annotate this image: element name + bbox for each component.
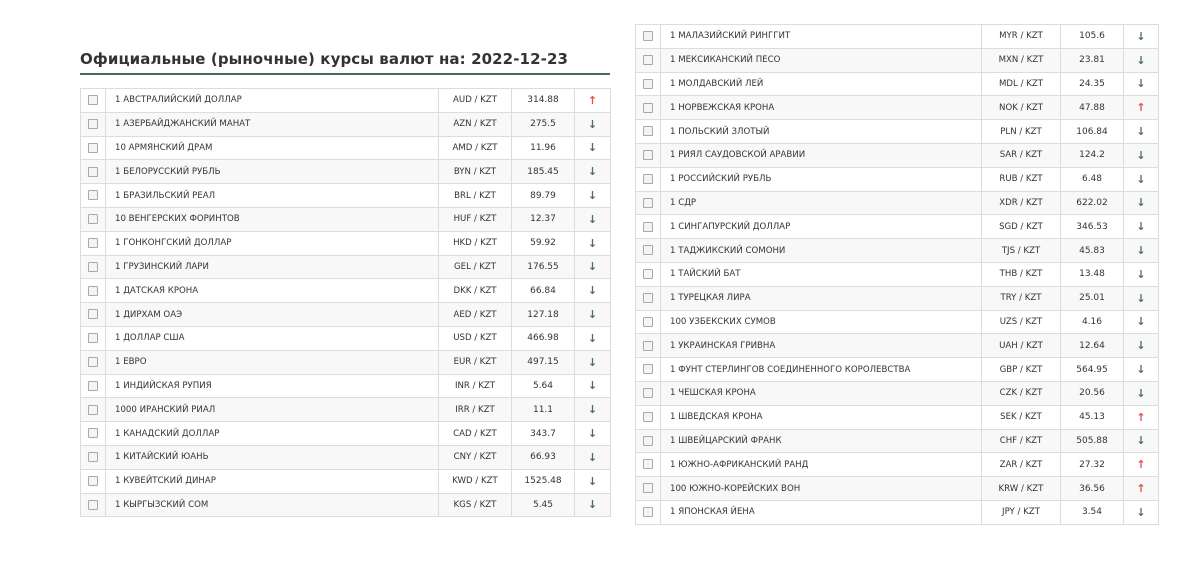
row-checkbox[interactable] [643,222,653,232]
row-checkbox-cell [81,303,106,327]
currency-name: 1 АЗЕРБАЙДЖАНСКИЙ МАНАТ [106,112,439,136]
row-checkbox[interactable] [88,309,98,319]
currency-row [81,326,611,350]
currency-pair: SGD / KZT [982,215,1061,239]
currency-row [636,215,1159,239]
row-checkbox-cell [636,215,661,239]
currency-pair: RUB / KZT [982,167,1061,191]
currency-name: 1 ФУНТ СТЕРЛИНГОВ СОЕДИНЕННОГО КОРОЛЕВСТВА [661,358,982,382]
currency-row [636,191,1159,215]
row-checkbox[interactable] [88,214,98,224]
currency-pair: SAR / KZT [982,143,1061,167]
currency-name: 1 ТАДЖИКСКИЙ СОМОНИ [661,239,982,263]
currency-pair: PLN / KZT [982,120,1061,144]
arrow-down-icon: ↓ [575,136,611,160]
row-checkbox-cell [81,398,106,422]
arrow-up-icon: ↑ [1124,477,1159,501]
currency-pair: SEK / KZT [982,405,1061,429]
currency-pair: MYR / KZT [982,25,1061,49]
row-checkbox-cell [636,239,661,263]
exchange-rate: 5.45 [512,493,575,517]
row-checkbox-cell [81,445,106,469]
exchange-rate: 176.55 [512,255,575,279]
row-checkbox-cell [636,262,661,286]
currency-row [81,207,611,231]
currency-pair: JPY / KZT [982,500,1061,524]
exchange-rate: 25.01 [1061,286,1124,310]
exchange-rate: 24.35 [1061,72,1124,96]
row-checkbox-cell [81,184,106,208]
currency-name: 1 МАЛАЗИЙСКИЙ РИНГГИТ [661,25,982,49]
currency-pair: IRR / KZT [439,398,512,422]
arrow-down-icon: ↓ [575,231,611,255]
currency-pair: KWD / KZT [439,469,512,493]
row-checkbox[interactable] [88,405,98,415]
exchange-rate: 346.53 [1061,215,1124,239]
currency-name: 10 АРМЯНСКИЙ ДРАМ [106,136,439,160]
currency-name: 1 ГОНКОНГСКИЙ ДОЛЛАР [106,231,439,255]
row-checkbox-cell [636,358,661,382]
exchange-rate: 36.56 [1061,477,1124,501]
currency-row [636,143,1159,167]
rates-table-right [635,24,1159,525]
currency-pair: TJS / KZT [982,239,1061,263]
currency-pair: BYN / KZT [439,160,512,184]
arrow-down-icon: ↓ [1124,25,1159,49]
arrow-down-icon: ↓ [1124,239,1159,263]
row-checkbox-cell [636,120,661,144]
currency-pair: CHF / KZT [982,429,1061,453]
currency-row [636,286,1159,310]
row-checkbox[interactable] [88,143,98,153]
currency-pair: XDR / KZT [982,191,1061,215]
arrow-down-icon: ↓ [1124,215,1159,239]
arrow-down-icon: ↓ [1124,310,1159,334]
row-checkbox[interactable] [643,31,653,41]
currency-name: 1 МОЛДАВСКИЙ ЛЕЙ [661,72,982,96]
arrow-down-icon: ↓ [575,398,611,422]
currency-row [636,405,1159,429]
row-checkbox-cell [81,493,106,517]
currency-row [81,350,611,374]
currency-pair: AED / KZT [439,303,512,327]
arrow-down-icon: ↓ [575,207,611,231]
currency-row [636,477,1159,501]
currency-row [636,25,1159,49]
row-checkbox[interactable] [88,119,98,129]
row-checkbox[interactable] [643,103,653,113]
currency-name: 1 КАНАДСКИЙ ДОЛЛАР [106,422,439,446]
exchange-rate: 564.95 [1061,358,1124,382]
row-checkbox[interactable] [88,357,98,367]
currency-pair: NOK / KZT [982,96,1061,120]
arrow-down-icon: ↓ [1124,429,1159,453]
currency-name: 1 КУВЕЙТСКИЙ ДИНАР [106,469,439,493]
exchange-rate: 20.56 [1061,381,1124,405]
row-checkbox-cell [636,286,661,310]
currency-name: 1 БЕЛОРУССКИЙ РУБЛЬ [106,160,439,184]
row-checkbox[interactable] [88,476,98,486]
row-checkbox-cell [636,405,661,429]
exchange-rate: 622.02 [1061,191,1124,215]
currency-name: 100 УЗБЕКСКИХ СУМОВ [661,310,982,334]
row-checkbox-cell [81,231,106,255]
currency-row [81,422,611,446]
row-checkbox-cell [81,350,106,374]
row-checkbox[interactable] [88,286,98,296]
arrow-down-icon: ↓ [575,350,611,374]
currency-pair: HUF / KZT [439,207,512,231]
currency-name: 1 МЕКСИКАНСКИЙ ПЕСО [661,48,982,72]
arrow-down-icon: ↓ [575,326,611,350]
currency-name: 1 СИНГАПУРСКИЙ ДОЛЛАР [661,215,982,239]
row-checkbox[interactable] [643,198,653,208]
arrow-down-icon: ↓ [1124,72,1159,96]
currency-row [636,310,1159,334]
currency-row [81,160,611,184]
row-checkbox-cell [636,453,661,477]
arrow-down-icon: ↓ [575,374,611,398]
row-checkbox-cell [636,500,661,524]
row-checkbox[interactable] [643,269,653,279]
currency-pair: AMD / KZT [439,136,512,160]
page-title: Официальные (рыночные) курсы валют на: 2022-12-23 [80,50,569,68]
row-checkbox[interactable] [643,126,653,136]
arrow-down-icon: ↓ [1124,358,1159,382]
row-checkbox-cell [81,279,106,303]
arrow-up-icon: ↑ [1124,405,1159,429]
arrow-down-icon: ↓ [575,112,611,136]
arrow-up-icon: ↑ [1124,96,1159,120]
currency-name: 1 ПОЛЬСКИЙ ЗЛОТЫЙ [661,120,982,144]
currency-row [81,303,611,327]
currency-pair: MXN / KZT [982,48,1061,72]
row-checkbox[interactable] [643,174,653,184]
row-checkbox[interactable] [88,190,98,200]
currency-row [636,96,1159,120]
currency-row [636,120,1159,144]
currency-row [81,469,611,493]
currency-row [81,255,611,279]
arrow-down-icon: ↓ [1124,500,1159,524]
currency-name: 1 ТУРЕЦКАЯ ЛИРА [661,286,982,310]
exchange-rate: 12.64 [1061,334,1124,358]
currency-row [81,279,611,303]
currency-name: 1 КЫРГЫЗСКИЙ СОМ [106,493,439,517]
arrow-down-icon: ↓ [1124,262,1159,286]
exchange-rate: 185.45 [512,160,575,184]
exchange-rate: 13.48 [1061,262,1124,286]
row-checkbox-cell [636,72,661,96]
row-checkbox[interactable] [643,150,653,160]
exchange-rate: 106.84 [1061,120,1124,144]
exchange-rate: 59.92 [512,231,575,255]
row-checkbox-cell [636,334,661,358]
row-checkbox-cell [81,255,106,279]
currency-row [636,48,1159,72]
row-checkbox-cell [636,477,661,501]
exchange-rate: 466.98 [512,326,575,350]
exchange-rate: 4.16 [1061,310,1124,334]
currency-name: 100 ЮЖНО-КОРЕЙСКИХ ВОН [661,477,982,501]
currency-pair: GEL / KZT [439,255,512,279]
exchange-rate: 66.93 [512,445,575,469]
row-checkbox-cell [81,160,106,184]
currency-name: 1 ЧЕШСКАЯ КРОНА [661,381,982,405]
currency-name: 1 ДОЛЛАР США [106,326,439,350]
exchange-rate: 89.79 [512,184,575,208]
row-checkbox-cell [636,143,661,167]
exchange-rate: 1525.48 [512,469,575,493]
exchange-rate: 314.88 [512,89,575,113]
row-checkbox[interactable] [643,483,653,493]
exchange-rate: 45.83 [1061,239,1124,263]
row-checkbox-cell [81,136,106,160]
currency-pair: AZN / KZT [439,112,512,136]
row-checkbox[interactable] [88,238,98,248]
currency-pair: KGS / KZT [439,493,512,517]
arrow-up-icon: ↑ [575,89,611,113]
row-checkbox-cell [81,469,106,493]
exchange-rate: 275.5 [512,112,575,136]
currency-name: 1 РОССИЙСКИЙ РУБЛЬ [661,167,982,191]
exchange-rate: 105.6 [1061,25,1124,49]
currency-row [636,453,1159,477]
currency-pair: ZAR / KZT [982,453,1061,477]
exchange-rate: 505.88 [1061,429,1124,453]
currency-name: 1 ЮЖНО-АФРИКАНСКИЙ РАНД [661,453,982,477]
currency-row [81,374,611,398]
row-checkbox-cell [81,374,106,398]
arrow-down-icon: ↓ [1124,167,1159,191]
exchange-rate: 66.84 [512,279,575,303]
exchange-rate: 6.48 [1061,167,1124,191]
row-checkbox[interactable] [643,388,653,398]
row-checkbox-cell [636,48,661,72]
currency-row [636,358,1159,382]
row-checkbox[interactable] [88,428,98,438]
currency-name: 1 БРАЗИЛЬСКИЙ РЕАЛ [106,184,439,208]
row-checkbox[interactable] [643,293,653,303]
row-checkbox[interactable] [88,262,98,272]
row-checkbox[interactable] [643,412,653,422]
currency-pair: MDL / KZT [982,72,1061,96]
currency-pair: KRW / KZT [982,477,1061,501]
arrow-down-icon: ↓ [1124,48,1159,72]
arrow-down-icon: ↓ [575,255,611,279]
currency-name: 1 РИЯЛ САУДОВСКОЙ АРАВИИ [661,143,982,167]
currency-row [636,500,1159,524]
arrow-down-icon: ↓ [575,445,611,469]
row-checkbox-cell [81,112,106,136]
currency-name: 1 ШВЕЙЦАРСКИЙ ФРАНК [661,429,982,453]
row-checkbox[interactable] [643,436,653,446]
row-checkbox[interactable] [643,55,653,65]
exchange-rate: 23.81 [1061,48,1124,72]
currency-row [636,167,1159,191]
row-checkbox-cell [636,25,661,49]
currency-pair: GBP / KZT [982,358,1061,382]
arrow-down-icon: ↓ [1124,334,1159,358]
currency-pair: UZS / KZT [982,310,1061,334]
currency-name: 1 ШВЕДСКАЯ КРОНА [661,405,982,429]
arrow-down-icon: ↓ [575,160,611,184]
exchange-rate: 5.64 [512,374,575,398]
currency-row [81,136,611,160]
title-divider [80,73,610,75]
arrow-down-icon: ↓ [1124,286,1159,310]
currency-row [81,445,611,469]
row-checkbox-cell [636,429,661,453]
currency-row [81,398,611,422]
row-checkbox[interactable] [88,333,98,343]
currency-pair: DKK / KZT [439,279,512,303]
row-checkbox-cell [636,381,661,405]
arrow-down-icon: ↓ [1124,143,1159,167]
currency-row [81,112,611,136]
exchange-rate: 127.18 [512,303,575,327]
arrow-down-icon: ↓ [575,469,611,493]
currency-pair: UAH / KZT [982,334,1061,358]
currency-row [81,493,611,517]
arrow-down-icon: ↓ [575,493,611,517]
exchange-rate: 3.54 [1061,500,1124,524]
arrow-down-icon: ↓ [575,422,611,446]
exchange-rate: 124.2 [1061,143,1124,167]
currency-name: 1 СДР [661,191,982,215]
currency-pair: AUD / KZT [439,89,512,113]
currency-row [636,334,1159,358]
currency-name: 1 ЯПОНСКАЯ ЙЕНА [661,500,982,524]
row-checkbox[interactable] [643,79,653,89]
exchange-rate: 45.13 [1061,405,1124,429]
currency-name: 1 УКРАИНСКАЯ ГРИВНА [661,334,982,358]
currency-name: 1 АВСТРАЛИЙСКИЙ ДОЛЛАР [106,89,439,113]
currency-name: 1 ДИРХАМ ОАЭ [106,303,439,327]
currency-row [636,429,1159,453]
currency-row [636,239,1159,263]
currency-row [81,89,611,113]
currency-pair: TRY / KZT [982,286,1061,310]
currency-pair: CNY / KZT [439,445,512,469]
row-checkbox-cell [81,326,106,350]
exchange-rate: 11.96 [512,136,575,160]
row-checkbox[interactable] [643,341,653,351]
currency-pair: CZK / KZT [982,381,1061,405]
row-checkbox-cell [636,310,661,334]
exchange-rate: 27.32 [1061,453,1124,477]
row-checkbox[interactable] [88,95,98,105]
row-checkbox-cell [81,89,106,113]
currency-name: 1 ИНДИЙСКАЯ РУПИЯ [106,374,439,398]
arrow-down-icon: ↓ [575,184,611,208]
row-checkbox[interactable] [643,317,653,327]
arrow-up-icon: ↑ [1124,453,1159,477]
exchange-rate: 11.1 [512,398,575,422]
row-checkbox[interactable] [88,381,98,391]
currency-pair: THB / KZT [982,262,1061,286]
currency-pair: CAD / KZT [439,422,512,446]
row-checkbox-cell [81,422,106,446]
currency-pair: INR / KZT [439,374,512,398]
exchange-rate: 343.7 [512,422,575,446]
row-checkbox[interactable] [88,500,98,510]
row-checkbox[interactable] [643,364,653,374]
arrow-down-icon: ↓ [1124,191,1159,215]
currency-pair: USD / KZT [439,326,512,350]
currency-name: 1 ДАТСКАЯ КРОНА [106,279,439,303]
row-checkbox[interactable] [643,507,653,517]
arrow-down-icon: ↓ [1124,120,1159,144]
currency-name: 1 ТАЙСКИЙ БАТ [661,262,982,286]
currency-pair: EUR / KZT [439,350,512,374]
row-checkbox[interactable] [643,245,653,255]
arrow-down-icon: ↓ [575,303,611,327]
currency-pair: HKD / KZT [439,231,512,255]
currency-row [81,184,611,208]
row-checkbox-cell [636,191,661,215]
currency-name: 1 ЕВРО [106,350,439,374]
currency-name: 1 КИТАЙСКИЙ ЮАНЬ [106,445,439,469]
currency-row [636,381,1159,405]
exchange-rate: 497.15 [512,350,575,374]
row-checkbox[interactable] [88,167,98,177]
row-checkbox-cell [81,207,106,231]
currency-row [636,262,1159,286]
exchange-rate: 12.37 [512,207,575,231]
row-checkbox[interactable] [88,452,98,462]
row-checkbox-cell [636,96,661,120]
currency-row [636,72,1159,96]
currency-name: 10 ВЕНГЕРСКИХ ФОРИНТОВ [106,207,439,231]
currency-name: 1000 ИРАНСКИЙ РИАЛ [106,398,439,422]
arrow-down-icon: ↓ [1124,381,1159,405]
currency-pair: BRL / KZT [439,184,512,208]
currency-name: 1 ГРУЗИНСКИЙ ЛАРИ [106,255,439,279]
row-checkbox-cell [636,167,661,191]
arrow-down-icon: ↓ [575,279,611,303]
currency-row [81,231,611,255]
exchange-rate: 47.88 [1061,96,1124,120]
currency-name: 1 НОРВЕЖСКАЯ КРОНА [661,96,982,120]
rates-table-left [80,88,611,517]
row-checkbox[interactable] [643,459,653,469]
